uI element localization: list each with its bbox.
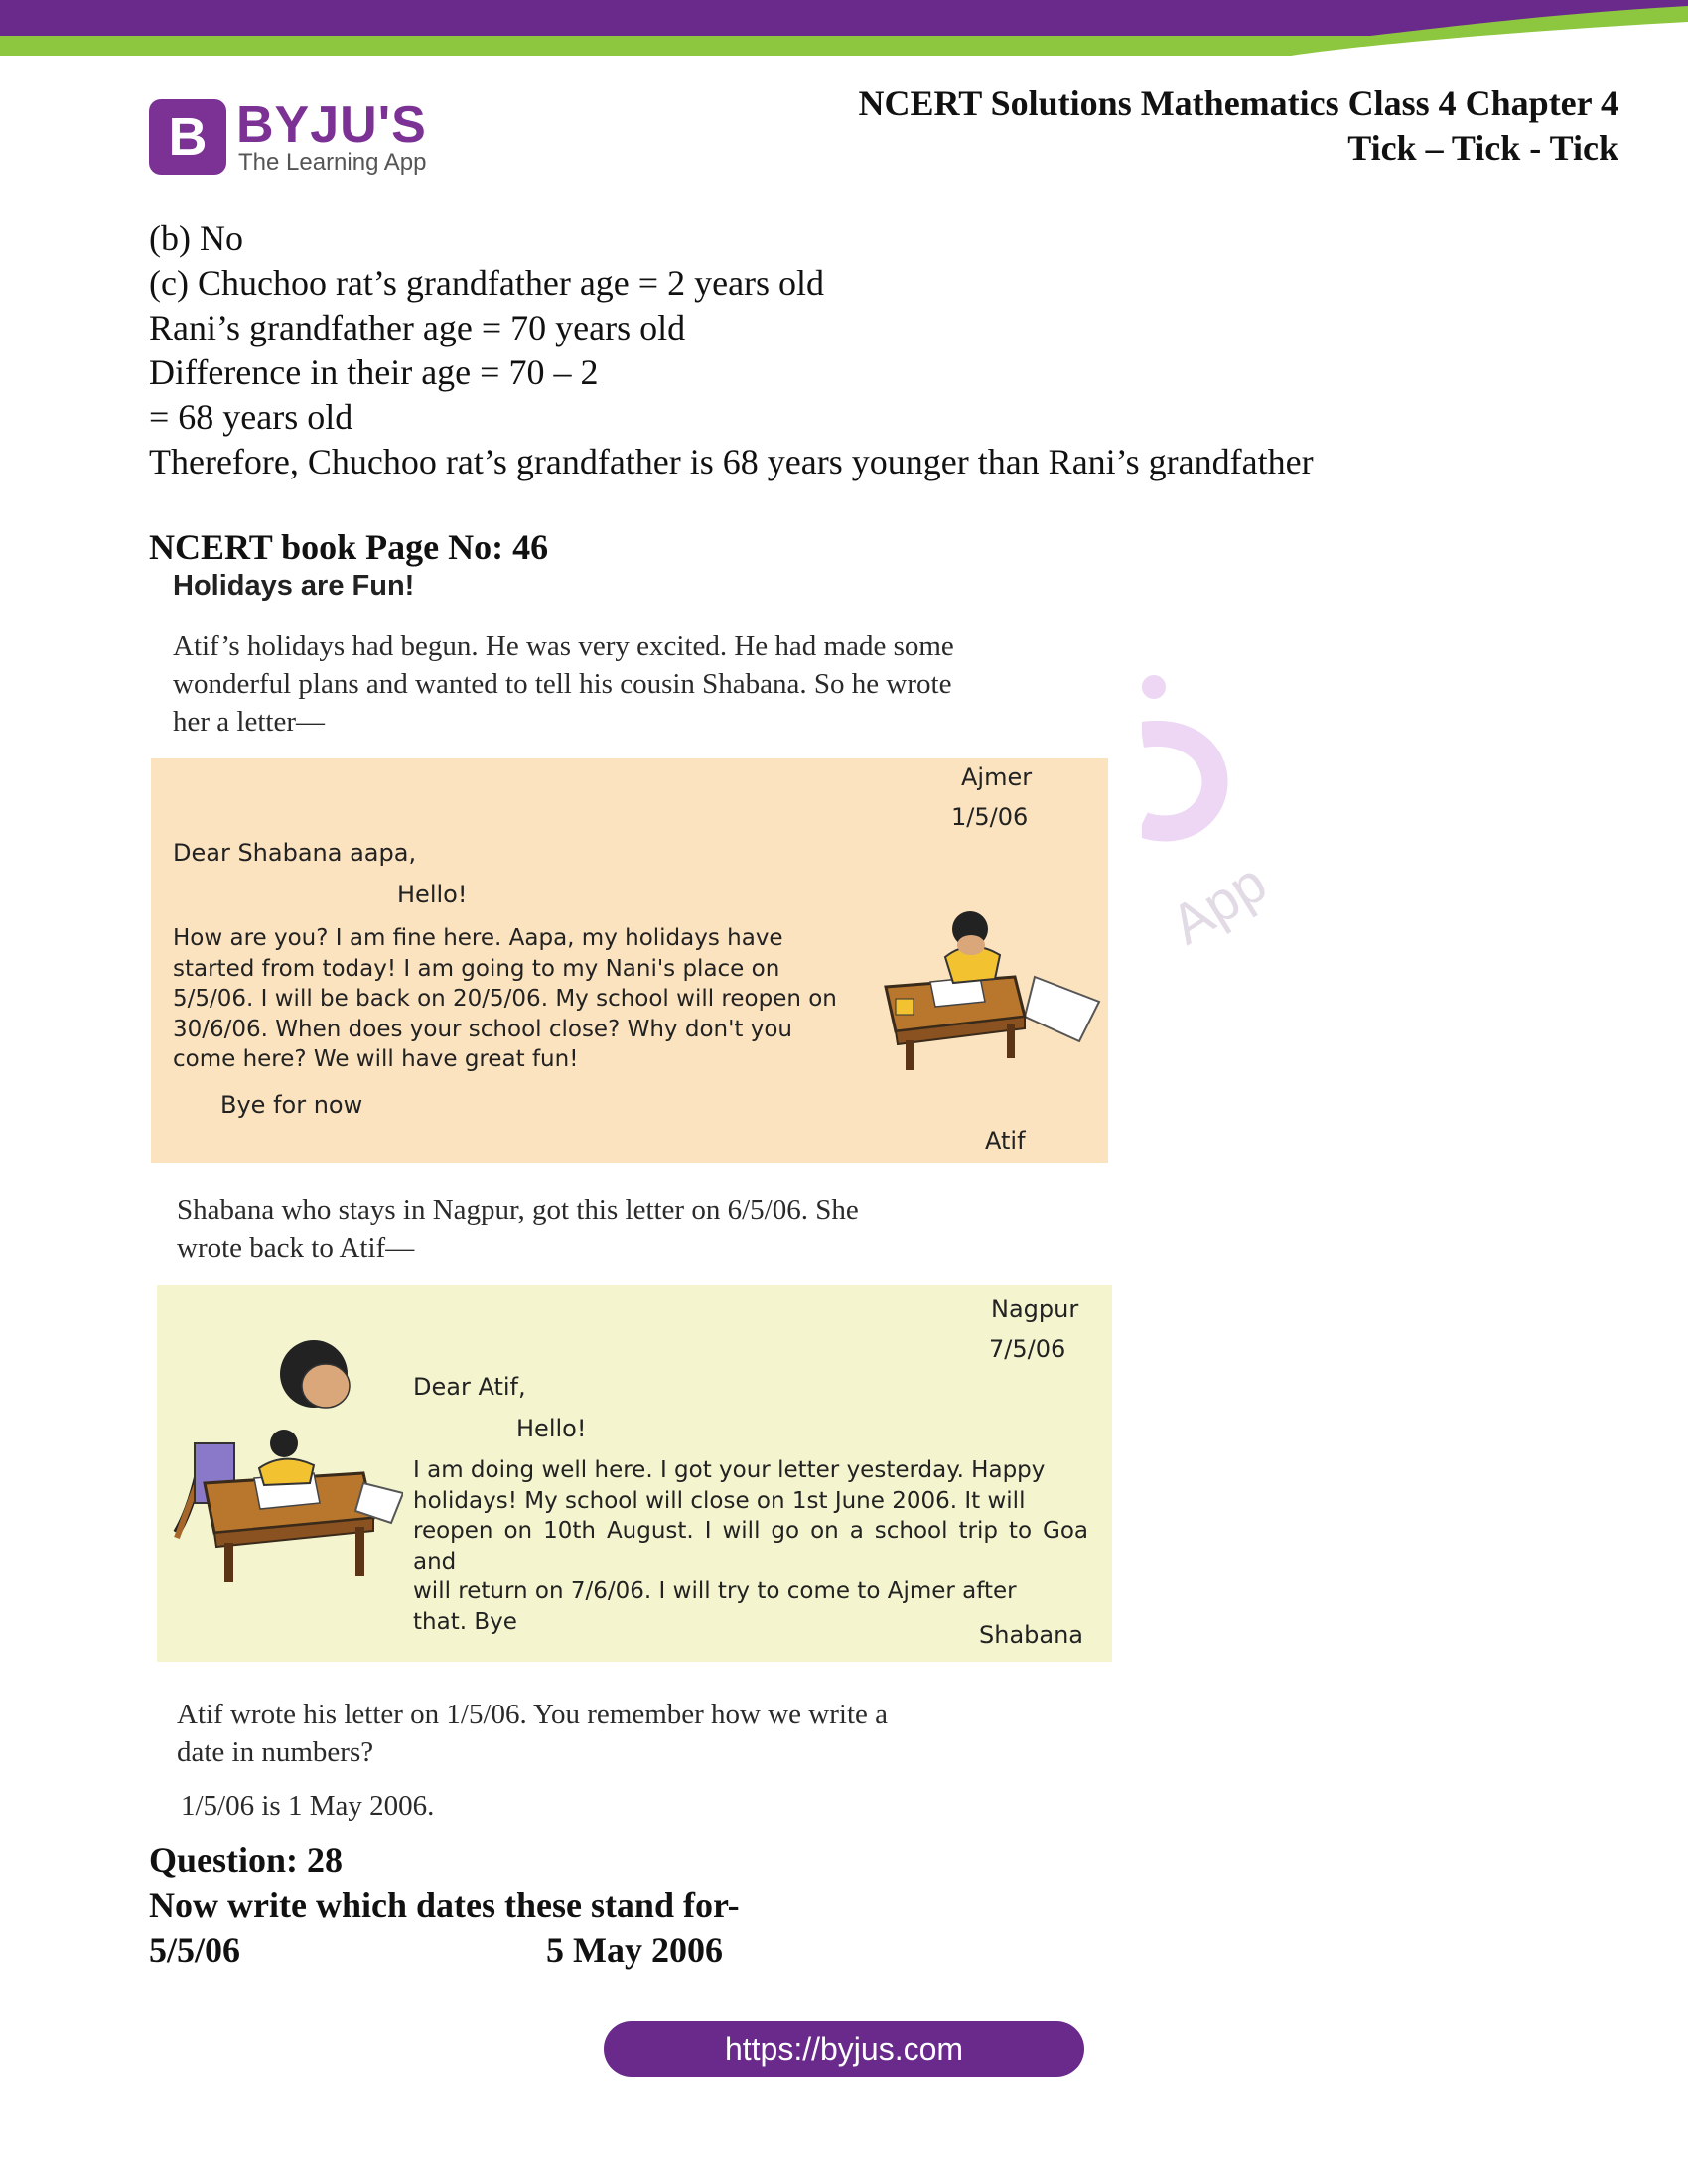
book-intro-line: Atif’s holidays had begun. He was very excited. He had made some xyxy=(173,630,954,662)
book-intro-line: her a letter— xyxy=(173,706,325,738)
letter-salutation: Dear Atif, xyxy=(413,1373,526,1401)
book-middle-line: Shabana who stays in Nagpur, got this letter on 6/5/06. She xyxy=(177,1194,859,1226)
answer-line: = 68 years old xyxy=(149,397,353,437)
book-outro-line: Atif wrote his letter on 1/5/06. You remember how we write a xyxy=(177,1699,888,1730)
letter-body-line: 30/6/06. When does your school close? Why don't you xyxy=(173,1016,792,1042)
book-outro-text xyxy=(177,1696,888,1771)
byjus-watermark-icon xyxy=(1142,675,1370,1003)
logo-tagline: The Learning App xyxy=(238,149,427,176)
answer-line: (b) No xyxy=(149,218,243,258)
logo-mark-icon: B xyxy=(149,99,226,175)
book-intro-line: wonderful plans and wanted to tell his cousin Shabana. So he wrote xyxy=(173,668,952,700)
answer-block xyxy=(149,216,1314,484)
question-block xyxy=(149,1839,740,1973)
book-outro-line: date in numbers? xyxy=(177,1736,374,1768)
letter-body-line: reopen on 10th August. I will go on a school trip to Goa and xyxy=(413,1518,1088,1574)
letter-date: 1/5/06 xyxy=(951,803,1029,831)
answer-line: (c) Chuchoo rat’s grandfather age = 2 years old xyxy=(149,263,825,303)
answer-line: Difference in their age = 70 – 2 xyxy=(149,352,599,392)
letter-body-line: How are you? I am fine here. Aapa, my holidays have xyxy=(173,925,783,951)
date-code: 5/5/06 xyxy=(149,1930,241,1970)
book-middle-text xyxy=(177,1191,859,1267)
byjus-logo xyxy=(149,95,447,179)
boy-writing-illustration-icon xyxy=(876,907,1104,1076)
letter-body-line: come here? We will have great fun! xyxy=(173,1046,579,1072)
letter-greeting: Hello! xyxy=(397,881,468,908)
letter-shabana xyxy=(157,1285,1112,1662)
book-middle-line: wrote back to Atif— xyxy=(177,1232,415,1264)
date-answer: 5 May 2006 xyxy=(546,1930,723,1970)
book-example: 1/5/06 is 1 May 2006. xyxy=(181,1790,435,1822)
letter-date: 7/5/06 xyxy=(989,1335,1066,1363)
letter-atif xyxy=(151,758,1108,1163)
document-header xyxy=(859,81,1618,171)
letter-closing: Bye for now xyxy=(220,1091,363,1119)
letter-place: Ajmer xyxy=(961,763,1033,791)
svg-text:App: App xyxy=(1160,850,1278,957)
letter-body xyxy=(413,1455,1088,1637)
letter-body-line: holidays! My school will close on 1st June 2006. It will xyxy=(413,1487,1026,1514)
letter-body-line: 5/5/06. I will be back on 20/5/06. My school will reopen on xyxy=(173,986,837,1012)
letter-body xyxy=(173,923,848,1075)
letter-greeting: Hello! xyxy=(516,1415,587,1442)
question-answer-row xyxy=(149,1928,740,1973)
letter-body-line: I am doing well here. I got your letter yesterday. Happy xyxy=(413,1457,1046,1483)
header-title-line1: NCERT Solutions Mathematics Class 4 Chapter 4 xyxy=(858,83,1618,123)
letter-salutation: Dear Shabana aapa, xyxy=(173,839,417,867)
footer-url-link[interactable]: https://byjus.com xyxy=(604,2021,1084,2077)
letter-body-line: that. Bye xyxy=(413,1608,517,1635)
question-number: Question: 28 xyxy=(149,1841,344,1880)
top-decorative-band xyxy=(0,0,1688,60)
answer-line: Therefore, Chuchoo rat’s grandfather is 68 years younger than Rani’s grandfather xyxy=(149,442,1314,481)
question-prompt: Now write which dates these stand for- xyxy=(149,1885,740,1925)
letter-body-line: will return on 7/6/06. I will try to come to Ajmer after xyxy=(413,1578,1017,1604)
logo-name: BYJU'S xyxy=(236,96,427,154)
header-title-line2: Tick – Tick - Tick xyxy=(1347,128,1618,168)
answer-line: Rani’s grandfather age = 70 years old xyxy=(149,308,686,347)
letter-signature: Atif xyxy=(985,1127,1026,1155)
section-heading: NCERT book Page No: 46 xyxy=(149,527,549,567)
girl-writing-illustration-icon xyxy=(165,1334,403,1592)
letter-body-line: started from today! I am going to my Nani's place on xyxy=(173,955,780,982)
book-title: Holidays are Fun! xyxy=(173,570,415,602)
letter-place: Nagpur xyxy=(991,1296,1079,1323)
book-intro xyxy=(173,627,954,741)
letter-signature: Shabana xyxy=(979,1621,1084,1649)
